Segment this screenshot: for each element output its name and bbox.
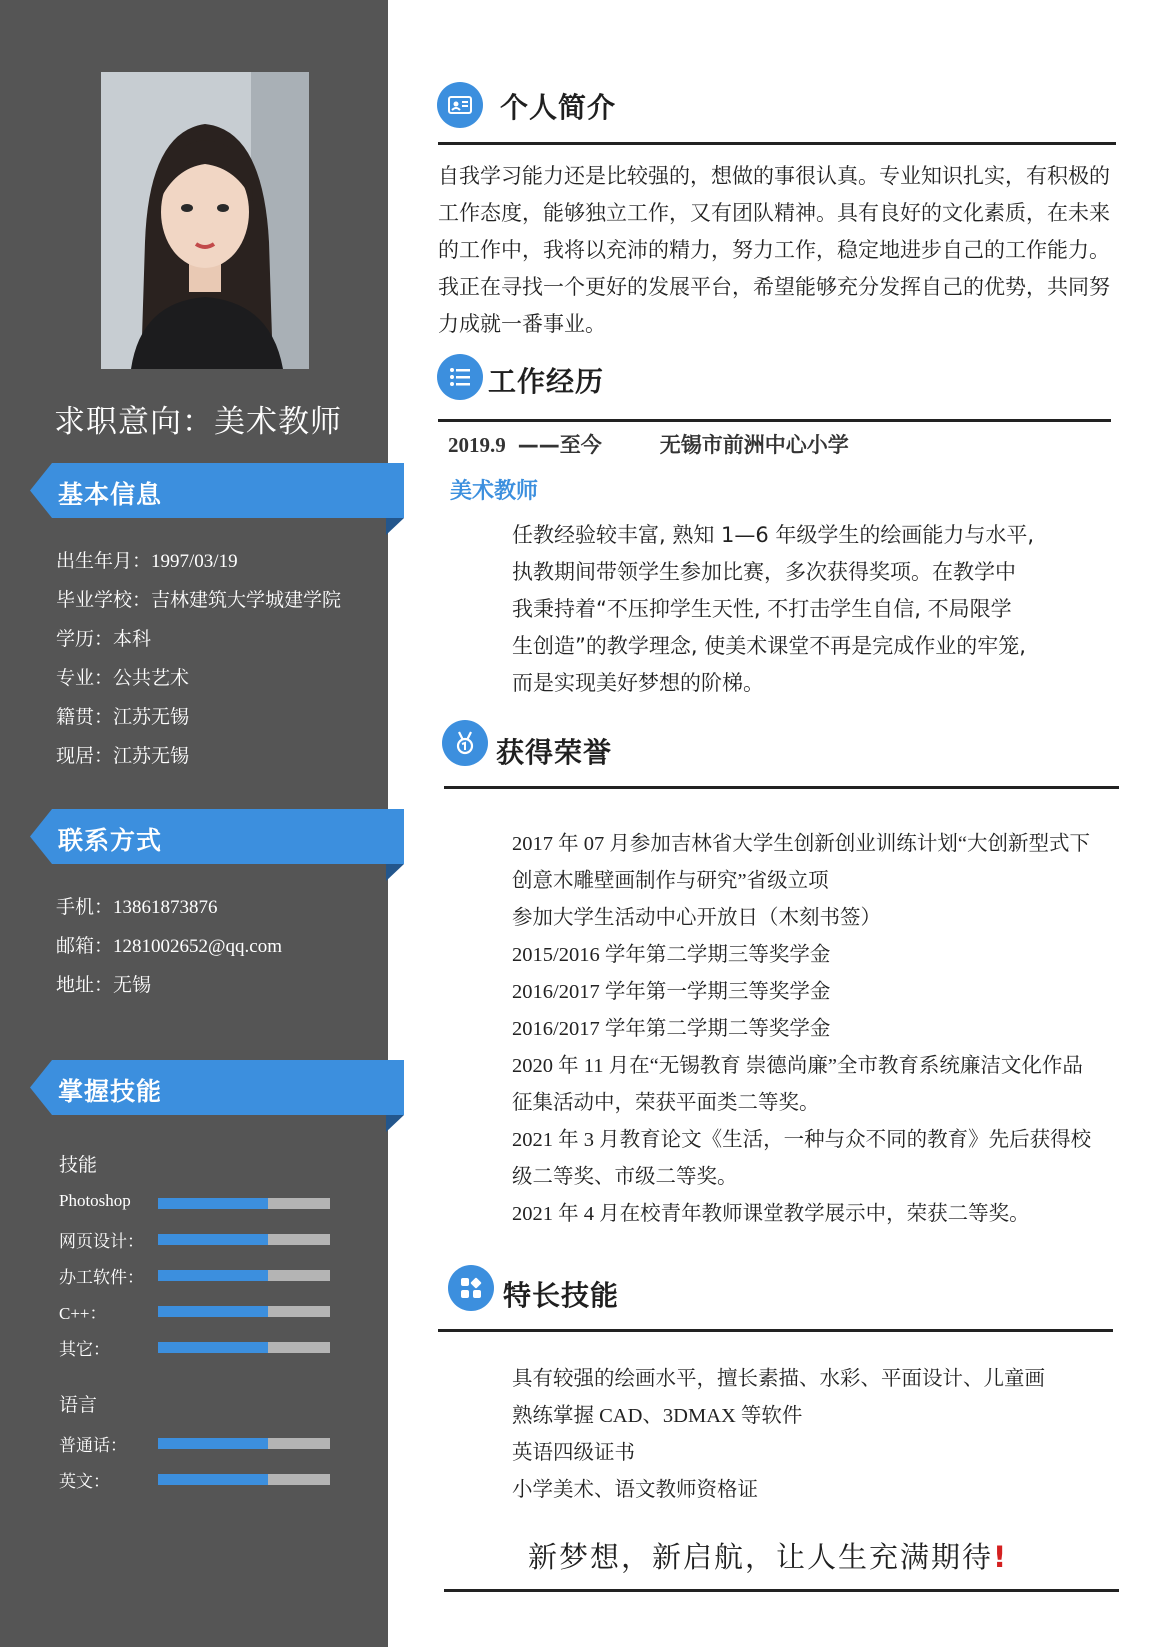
slogan bbox=[528, 1535, 1008, 1576]
honor-item: 征集活动中，荣获平面类二等奖。 bbox=[512, 1092, 820, 1114]
job-organization: 无锡市前洲中心小学 bbox=[659, 433, 849, 457]
medal-icon bbox=[442, 720, 488, 766]
work-title: 工作经历 bbox=[488, 365, 605, 398]
skill-label: Photoshop bbox=[59, 1191, 131, 1210]
skill-bar-track bbox=[158, 1270, 330, 1281]
specialty-item: 熟练掌握 CAD、3DMAX 等软件 bbox=[512, 1405, 803, 1427]
honors-title: 获得荣誉 bbox=[496, 736, 613, 769]
skill-label: C++： bbox=[59, 1304, 107, 1323]
specialty-item: 小学美术、语文教师资格证 bbox=[512, 1479, 758, 1501]
skills-group-label: 技能 bbox=[59, 1154, 98, 1176]
language-bar-track bbox=[158, 1474, 330, 1485]
honor-item: 2015/2016 学年第二学期三等奖学金 bbox=[512, 944, 831, 966]
language-row bbox=[59, 1431, 339, 1455]
language-label: 普通话： bbox=[59, 1436, 127, 1455]
language-bar-fill bbox=[158, 1438, 268, 1449]
language-row bbox=[59, 1467, 339, 1491]
work-divider bbox=[438, 419, 1111, 422]
honor-item: 2021 年 3 月教育论文《生活，一种与众不同的教育》先后获得校 bbox=[512, 1129, 1092, 1151]
skill-bar-track bbox=[158, 1342, 330, 1353]
specialty-title: 特长技能 bbox=[503, 1279, 620, 1312]
honors-list bbox=[512, 826, 1091, 1233]
skill-bar-track bbox=[158, 1198, 330, 1209]
skill-bar-track bbox=[158, 1306, 330, 1317]
honors-divider bbox=[444, 786, 1119, 789]
work-description: 任教经验较丰富, 熟知 1—6 年级学生的绘画能力与水平, 执教期间带领学生参加比赛，多次获得奖项。在教学中 我秉持着“不压抑学生天性, 不打击学生自信, 不局限学 生创造”的教学理念, 使美术课堂不再是完成作业的牢笼, 而是实现美好梦想的阶梯。 bbox=[512, 523, 1035, 695]
skill-row bbox=[59, 1299, 339, 1323]
language-group-label: 语言 bbox=[59, 1394, 98, 1416]
honor-item: 创意木雕壁画制作与研究”省级立项 bbox=[512, 870, 829, 892]
info-residence: 现居：江苏无锡 bbox=[56, 745, 190, 767]
skill-label: 网页设计： bbox=[59, 1232, 144, 1251]
specialty-item: 英语四级证书 bbox=[512, 1442, 635, 1464]
grid-icon bbox=[448, 1265, 494, 1311]
job-header bbox=[448, 429, 849, 459]
honor-item: 级二等奖、市级二等奖。 bbox=[512, 1166, 738, 1188]
specialty-divider bbox=[438, 1329, 1113, 1332]
language-bar-fill bbox=[158, 1474, 268, 1485]
skill-bar-fill bbox=[158, 1306, 268, 1317]
skill-bar-fill bbox=[158, 1234, 268, 1245]
skills-ribbon bbox=[30, 1060, 404, 1115]
contact-email: 邮箱：1281002652@qq.com bbox=[56, 935, 282, 957]
honor-item: 2017 年 07 月参加吉林省大学生创新创业训练计划“大创新型式下 bbox=[512, 833, 1090, 855]
info-school: 毕业学校：吉林建筑大学城建学院 bbox=[56, 589, 342, 611]
exclamation-mark: ! bbox=[993, 1540, 1009, 1574]
honor-item: 2016/2017 学年第二学期二等奖学金 bbox=[512, 1018, 831, 1040]
honor-item: 参加大学生活动中心开放日（木刻书签） bbox=[512, 907, 881, 929]
profile-photo bbox=[101, 72, 309, 369]
specialty-item: 具有较强的绘画水平，擅长素描、水彩、平面设计、儿童画 bbox=[512, 1368, 1045, 1390]
slogan-text: 新梦想，新启航，让人生充满期待 bbox=[528, 1540, 994, 1574]
contact-list bbox=[56, 888, 282, 1005]
info-major: 专业：公共艺术 bbox=[56, 667, 190, 689]
basic-info-ribbon bbox=[30, 463, 404, 518]
honor-item: 2020 年 11 月在“无锡教育 崇德尚廉”全市教育系统廉洁文化作品 bbox=[512, 1055, 1083, 1077]
contact-address: 地址：无锡 bbox=[56, 974, 152, 996]
job-date: 2019.9 bbox=[448, 433, 506, 457]
job-to: ——至今 bbox=[517, 433, 602, 457]
skill-row bbox=[59, 1227, 339, 1251]
honor-item: 2016/2017 学年第一学期三等奖学金 bbox=[512, 981, 831, 1003]
skill-label: 其它： bbox=[59, 1340, 110, 1359]
info-birth: 出生年月：1997/03/19 bbox=[56, 550, 238, 572]
skill-row bbox=[59, 1191, 339, 1215]
sidebar bbox=[0, 0, 388, 1647]
job-position: 美术教师 bbox=[450, 479, 539, 504]
footer-divider bbox=[444, 1589, 1119, 1592]
skill-bar-track bbox=[158, 1234, 330, 1245]
info-degree: 学历：本科 bbox=[56, 628, 152, 650]
skill-row bbox=[59, 1263, 339, 1287]
skill-bar-fill bbox=[158, 1198, 268, 1209]
id-card-icon bbox=[437, 82, 483, 128]
contact-ribbon bbox=[30, 809, 404, 864]
skill-label: 办工软件： bbox=[59, 1268, 144, 1287]
basic-info-list bbox=[56, 542, 341, 776]
basic-info-title: 基本信息 bbox=[58, 480, 163, 509]
specialty-list bbox=[512, 1361, 1045, 1509]
honor-item: 2021 年 4 月在校青年教师课堂教学展示中，荣获二等奖。 bbox=[512, 1203, 1030, 1225]
skill-bar-fill bbox=[158, 1270, 268, 1281]
contact-title: 联系方式 bbox=[58, 826, 163, 855]
skill-row bbox=[59, 1335, 339, 1359]
info-native-place: 籍贯：江苏无锡 bbox=[56, 706, 190, 728]
portrait-image bbox=[101, 72, 309, 369]
skill-bar-fill bbox=[158, 1342, 268, 1353]
contact-phone: 手机：13861873876 bbox=[56, 896, 218, 918]
job-objective: 求职意向：美术教师 bbox=[54, 404, 342, 440]
intro-divider bbox=[438, 142, 1116, 145]
intro-title: 个人简介 bbox=[500, 91, 617, 124]
intro-text: 自我学习能力还是比较强的，想做的事很认真。专业知识扎实，有积极的 工作态度，能够独立工作，又有团队精神。具有良好的文化素质，在未来 的工作中，我将以充沛的精力，努力工作，稳定地进步自己的工作能力。 我正在寻找一个更好的发展平台，希望能够充分发挥自己的优势，共同努 力成就一番事业。 bbox=[438, 164, 1110, 336]
list-icon bbox=[437, 354, 483, 400]
language-label: 英文： bbox=[59, 1472, 110, 1491]
language-bar-track bbox=[158, 1438, 330, 1449]
skills-title: 掌握技能 bbox=[58, 1077, 163, 1106]
